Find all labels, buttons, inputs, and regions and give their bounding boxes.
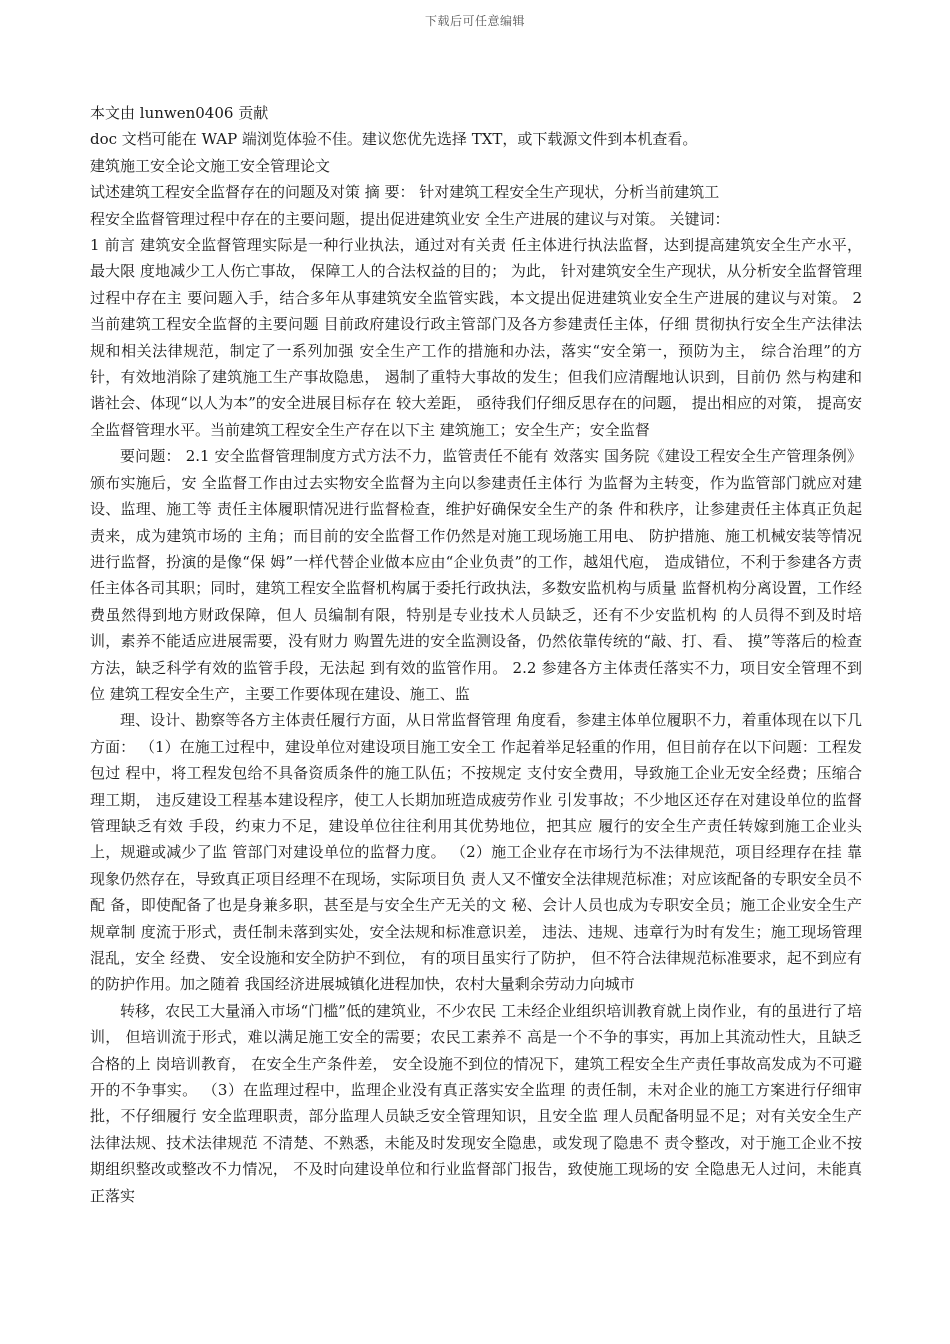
paragraph-supervision: 转移，农民工大量涌入市场“门槛”低的建筑业，不少农民 工未经企业组织培训教育就上岗作业，有的虽进行了培训， 但培训流于形式，难以满足施工安全的需要；农民工素养不 高是一个不争的事实，再加上其流动性大，且缺乏合格的上 岗培训教育， 在安全生产条件差， 安全设施不到位的情况下，建筑工程安全生产责任事故高发成为不可避开的不争事实。 （3）在监理过程中，监理企业没有真正落实安全监理 的责任制，未对企业的施工方案进行仔细审批，不仔细履行 安全监理职责，部分监理人员缺乏安全管理知识，且安全监 理人员配备明显不足；对有关安全生产法律法规、技术法律规范 不清楚、不熟悉，未能及时发现安全隐患，或发现了隐患不 责令整改，对于施工企业不按期组织整改或整改不力情况， 不及时向建设单位和行业监督部门报告，致使施工现场的安 全隐患无人过问，未能真正落实 <box>90 1001 862 1205</box>
paragraph-introduction: 1 前言 建筑安全监督管理实际是一种行业执法，通过对有关责 任主体进行执法监督，达到提高建筑安全生产水平，最大限 度地减少工人伤亡事故， 保障工人的合法权益的目的； 为此， 针对建筑安全生产现状，从分析安全监督管理过程中存在主 要问题入手，结合多年从事建筑安全监管实践，本文提出促进建筑业安全生产进展的建议与对策。 2 当前建筑工程安全监督的主要问题 目前政府建设行政主管部门及各方参建责任主体，仔细 贯彻执行安全生产法律法规和相关法律规范，制定了一系列加强 安全生产工作的措施和办法，落实“安全第一，预防为主， 综合治理”的方针，有效地消除了建筑施工生产事故隐患， 遏制了重特大事故的发生；但我们应清醒地认识到，目前仍 然与构建和谐社会、体现“以人为本”的安全进展目标存在 较大差距， 亟待我们仔细反思存在的问题， 提出相应的对策， 提高安全监督管理水平。当前建筑工程安全生产存在以下主 建筑施工；安全生产；安全监督 <box>90 236 862 439</box>
paragraph-responsibility: 理、设计、勘察等各方主体责任履行方面，从日常监督管理 角度看，参建主体单位履职不力，着重体现在以下几方面： （1）在施工过程中，建设单位对建设项目施工安全工 作起着举足轻重的作用，但目前存在以下问题：工程发包过 程中，将工程发包给不具备资质条件的施工队伍；不按规定 支付安全费用，导致施工企业无安全经费；压缩合理工期， 违反建设工程基本建设程序，使工人长期加班造成疲劳作业 引发事故；不少地区还存在对建设单位的监督管理缺乏有效 手段，约束力不足，建设单位往往利用其优势地位，把其应 履行的安全生产责任转嫁到施工企业头上，规避或减少了监 管部门对建设单位的监督力度。 （2）施工企业存在市场行为不法律规范，项目经理存在挂 靠现象仍然存在，导致真正项目经理不在现场，实际项目负 责人又不懂安全法律规范标准；对应该配备的专职安全员不配 备，即使配备了也是身兼多职，甚至是与安全生产无关的文 秘、会计人员也成为专职安全员；施工企业安全生产规章制 度流于形式，责任制未落到实处，安全法规和标准意识差， 违法、违规、违章行为时有发生；施工现场管理混乱，安全 经费、 安全设施和安全防护不到位， 有的项目虽实行了防护， 但不符合法律规范标准要求，起不到应有的防护作用。加之随着 我国经济进展城镇化进程加快，农村大量剩余劳动力向城市 <box>90 711 862 994</box>
document-title: 建筑施工安全论文施工安全管理论文 <box>90 156 331 175</box>
contributor-line: 本文由 lunwen0406 贡献 <box>90 104 269 122</box>
format-notice: doc 文档可能在 WAP 端浏览体验不佳。建议您优先选择 TXT，或下载源文件到本机查看。 <box>90 130 698 149</box>
paragraph-problems: 要问题： 2.1 安全监督管理制度方式方法不力，监管责任不能有 效落实 国务院《建设工程安全生产管理条例》颁布实施后，安 全监督工作由过去实物安全监督为主向以参建责任主体行 为监督为主转变，作为监管部门就应对建设、监理、施工等 责任主体履职情况进行监督检查，维护好确保安全生产的条 件和秩序，让参建责任主体真正负起责来，成为建筑市场的 主角；而目前的安全监督工作仍然是对施工现场施工用电、 防护措施、施工机械安装等情况进行监督，扮演的是像“保 姆”一样代替企业做本应由“企业负责”的工作，越俎代庖， 造成错位，不利于参建各方责任主体各司其职；同时，建筑工程安全监督机构属于委托行政执法，多数安监机构与质量 监督机构分离设置，工作经费虽然得到地方财政保障，但人 员编制有限，特别是专业技术人员缺乏，还有不少安监机构 的人员得不到及时培训，素养不能适应进展需要，没有财力 购置先进的安全监测设备，仍然依靠传统的“敲、打、看、 摸”等落后的检查方法，缺乏科学有效的监管手段，无法起 到有效的监管作用。 2.2 参建各方主体责任落实不力，项目安全管理不到位 建筑工程安全生产，主要工作要体现在建设、施工、监 <box>90 447 862 703</box>
article-title-line: 试述建筑工程安全监督存在的问题及对策 摘 要： 针对建筑工程安全生产现状，分析当前建筑工 <box>90 183 720 202</box>
document-body <box>90 100 862 1209</box>
page-header: 下载后可任意编辑 <box>424 14 525 28</box>
abstract-line: 程安全监督管理过程中存在的主要问题，提出促进建筑业安 全生产进展的建议与对策。 关键词： <box>90 209 730 228</box>
